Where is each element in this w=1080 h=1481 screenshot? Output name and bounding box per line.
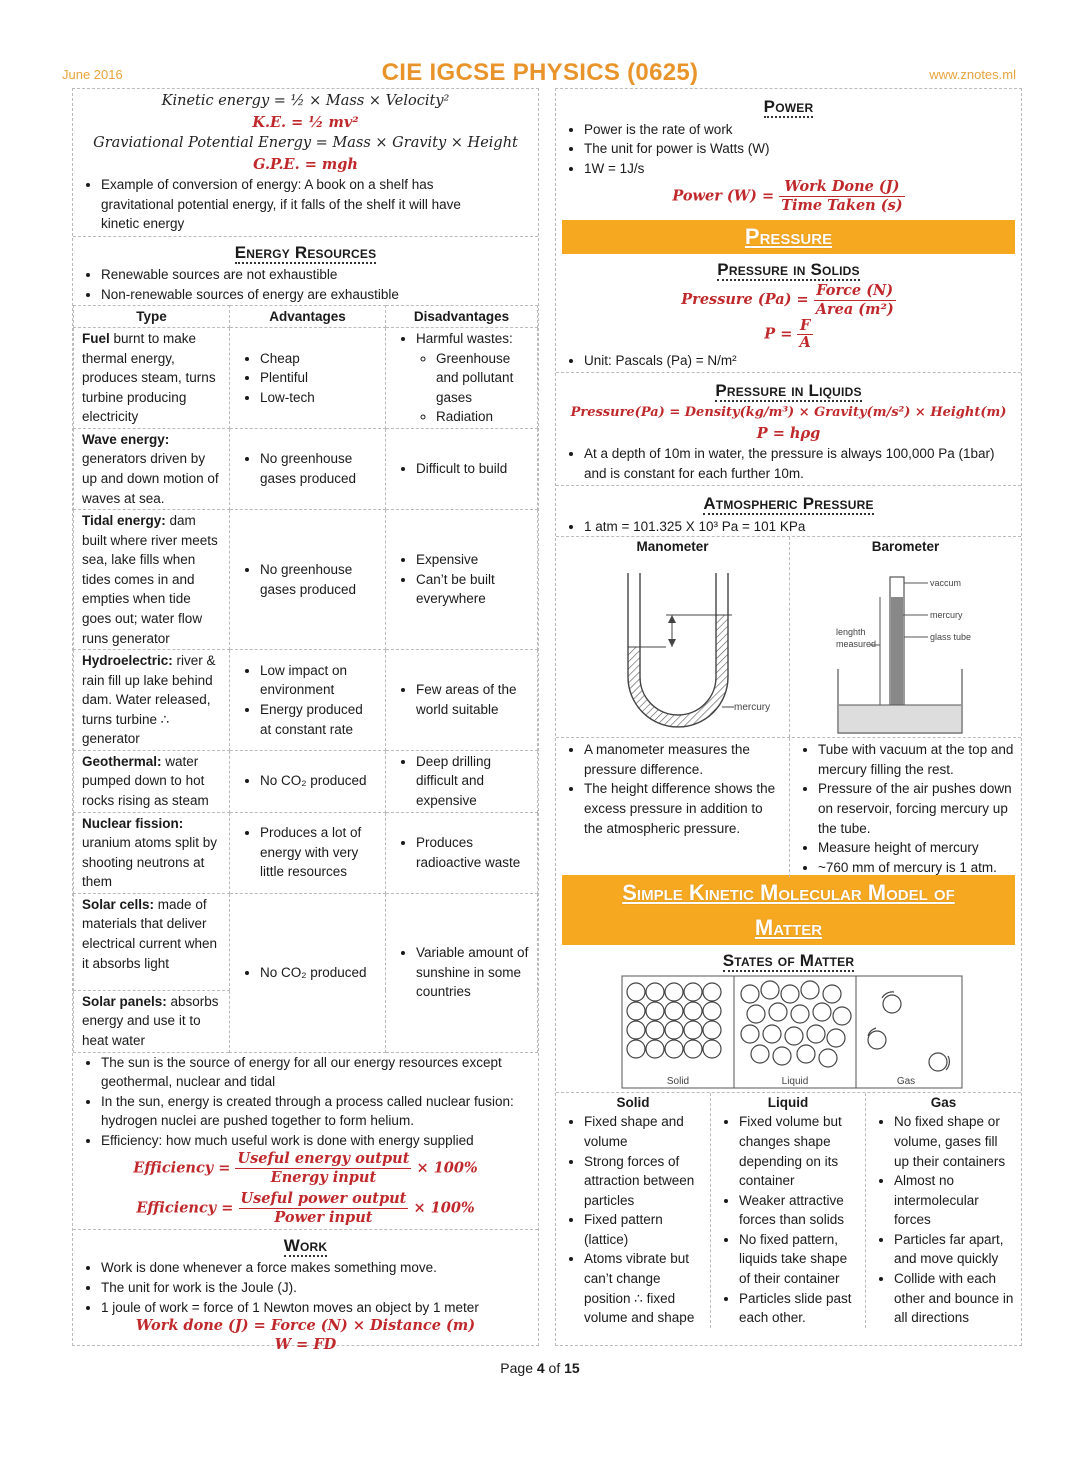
pressure-banner: Pressure	[562, 220, 1015, 254]
atm-conversion: • 1 atm = 101.325 X 10³ Pa = 101 KPa	[584, 517, 1015, 537]
barometer-point: • ~760 mm of mercury is 1 atm.	[818, 858, 1017, 878]
barometer-vacuum-label: vaccum	[930, 578, 962, 589]
work-point: • 1 joule of work = force of 1 Newton moves an object by 1 meter	[101, 1298, 532, 1318]
energy-resources-table	[73, 305, 538, 1053]
manometer-diagram	[556, 557, 790, 737]
manometer-point: • The height difference shows the excess pressure in addition to the atmospheric pressure.	[584, 779, 785, 838]
sun-source-note: • The sun is the source of energy for all our energy resources except geothermal, nuclear and tidal	[101, 1053, 526, 1092]
efficiency-energy-formula: Efficiency = $\frac{\text{Useful energy output}}{\text{Energy input}}$ × 100%	[133, 1150, 478, 1187]
conversion-example: • Example of conversion of energy: A book on a shelf has gravitational potential energy, if it falls of the shelf it will have kinetic energy	[101, 175, 502, 234]
table-header-disadvantages: Disadvantages	[386, 305, 538, 328]
kinetic-model-banner: Simple Kinetic Molecular Model of Matter	[562, 875, 1015, 945]
pressure-diagrams	[556, 536, 1021, 737]
table-row: Geothermal: water pumped down to hot rocks rising as steam • No CO₂ produced • Deep drilling difficult and expensive	[74, 750, 538, 812]
table-header-type: Type	[74, 305, 230, 328]
table-row: Hydroelectric: river & rain fill up lake behind dam. Water released, turns turbine ∴ generator • Low impact on environment • Energy produced at constant rate • Few areas of the world suitable	[74, 650, 538, 751]
table-row: Nuclear fission: uranium atoms split by shooting neutrons at them • Produces a lot of energy with very little resources • Produces radioactive waste	[74, 812, 538, 893]
table-header-advantages: Advantages	[230, 305, 386, 328]
sun-fusion-note: • In the sun, energy is created through a process called nuclear fusion: hydrogen nuclei are pushed together to form helium.	[101, 1092, 526, 1131]
states-of-matter-heading: States of Matter	[722, 951, 855, 971]
type-name: Solar panels:	[82, 993, 167, 1009]
atmospheric-pressure-heading: Atmospheric Pressure	[703, 494, 874, 514]
manometer-title: Manometer	[636, 539, 709, 555]
type-name: Nuclear fission:	[82, 815, 184, 831]
pressure-liquids-symbol-formula: P = hρg	[756, 424, 821, 442]
type-name: Tidal energy:	[82, 513, 166, 529]
solid-title: Solid	[616, 1094, 650, 1110]
power-point: • Power is the rate of work	[584, 120, 1015, 140]
power-heading: Power	[763, 97, 814, 116]
pressure-unit: • Unit: Pascals (Pa) = N/m²	[584, 351, 1015, 371]
pressure-liquids-heading: Pressure in Liquids	[715, 381, 862, 401]
states-comparison: Solid • Fixed shape and volume • Strong forces of attraction between particles • Fixed pattern (lattice) • Atoms vibrate but can’t change position ∴ fixed volume and shape Liquid • Fixed volume but changes shape depending on its container • Weaker attractive forces than solids • No fixed pattern, liquids take shape of their container • Particles slide past each other. Gas • No fixed shape or volume, gases fill up their containers • Almost no intermolecular forces • Particles far apart, and move quickly • Collide with each other and bounce in all directions	[556, 1092, 1021, 1328]
gpe-symbol-formula: G.P.E. = mgh	[253, 156, 358, 174]
table-row: Solar panels: absorbs energy and use it to heat water	[74, 990, 538, 1052]
ke-symbol-formula: K.E. = ½ mv²	[252, 114, 359, 132]
barometer-title: Barometer	[871, 539, 940, 555]
left-column	[72, 88, 539, 1353]
energy-resources-heading: Energy Resources	[234, 242, 377, 262]
work-symbol-formula: W = FD	[274, 1336, 337, 1353]
pressure-solids-formula: Pressure (Pa) = $\frac{\text{Force (N)}}{\text{Area (m²)}}$	[681, 282, 894, 318]
ke-word-formula: Kinetic energy = ½ × Mass × Velocity²	[161, 93, 450, 109]
diagram-label-liquid: Liquid	[781, 1075, 809, 1087]
power-point: • The unit for power is Watts (W)	[584, 139, 1015, 159]
efficiency-power-formula: Efficiency = $\frac{\text{Useful power output}}{\text{Power input}}$ × 100%	[136, 1189, 475, 1226]
page-title: CIE IGCSE PHYSICS (0625)	[381, 59, 699, 86]
power-point: • 1W = 1J/s	[584, 159, 1015, 179]
type-name: Wave energy:	[82, 431, 170, 447]
pressure-instrument-notes	[556, 737, 1021, 875]
work-point: • Work is done whenever a force makes something move.	[101, 1258, 532, 1278]
right-column	[555, 88, 1022, 1346]
diagram-label-solid: Solid	[666, 1075, 690, 1087]
work-word-formula: Work done (J) = Force (N) × Distance (m)	[135, 1317, 476, 1335]
table-row: Solar cells: made of materials that deliver electrical current when it absorbs light • No CO₂ produced • Variable amount of sunshine in some countries	[74, 893, 538, 990]
barometer-point: • Pressure of the air pushes down on reservoir, forcing mercury up the tube.	[818, 779, 1017, 838]
table-row: Wave energy: generators driven by up and down motion of waves at sea. • No greenhouse gases produced • Difficult to build	[74, 428, 538, 509]
gpe-word-formula: Graviational Potential Energy = Mass × Gravity × Height	[93, 135, 518, 152]
type-name: Solar cells:	[82, 896, 155, 912]
barometer-length-label: lenghth	[836, 627, 866, 638]
barometer-mercury-label: mercury	[930, 610, 963, 621]
table-row: Tidal energy: dam built where river meets sea, lake fills when tides comes in and empties when tide goes out; water flow runs generator • No greenhouse gases produced • Expensive • Can’t be built everywhere	[74, 510, 538, 650]
barometer-point: • Measure height of mercury	[818, 838, 1017, 858]
type-name: Hydroelectric:	[82, 653, 173, 669]
liquid-title: Liquid	[767, 1094, 809, 1110]
work-point: • The unit for work is the Joule (J).	[101, 1278, 532, 1298]
barometer-diagram	[790, 557, 1020, 737]
nonrenewable-note: • Non-renewable sources of energy are exhaustible	[101, 285, 532, 305]
states-of-matter-diagram	[556, 974, 1021, 1092]
efficiency-definition: • Efficiency: how much useful work is done with energy supplied	[101, 1131, 526, 1151]
liquids-depth-note: • At a depth of 10m in water, the pressure is always 100,000 Pa (1bar) and is constant for each further 10m.	[584, 444, 1003, 483]
table-row: Fuel burnt to make thermal energy, produces steam, turns turbine producing electricity • Cheap • Plentiful • Low-tech • Harmful wastes: ◦ Greenhouse and pollutant gases ◦ Radiation	[74, 328, 538, 429]
gas-title: Gas	[930, 1094, 957, 1110]
diagram-label-gas: Gas	[896, 1075, 916, 1087]
renewable-note: • Renewable sources are not exhaustible	[101, 265, 532, 285]
header-date: June 2016	[62, 67, 123, 82]
barometer-glass-label: glass tube	[930, 632, 972, 643]
power-formula: Power (W) = $\frac{\text{Work Done (J)}}{\text{Time Taken (s)}}$	[672, 178, 903, 215]
manometer-point: • A manometer measures the pressure difference.	[584, 740, 785, 779]
pressure-liquids-formula: Pressure(Pa) = Density(kg/m³) × Gravity(m/s²) × Height(m)	[570, 405, 1007, 421]
header-url[interactable]: www.znotes.ml	[929, 67, 1016, 82]
manometer-mercury-label: mercury	[734, 702, 771, 714]
page-number: Page 4 of 15	[500, 1360, 580, 1376]
pressure-solids-heading: Pressure in Solids	[717, 259, 860, 279]
work-heading: Work	[283, 1235, 328, 1255]
type-name: Fuel	[82, 331, 110, 347]
pressure-solids-symbol-formula: P = $\frac{F}{A}$	[764, 317, 811, 351]
type-name: Geothermal:	[82, 753, 162, 769]
barometer-point: • Tube with vacuum at the top and mercury filling the rest.	[818, 740, 1017, 779]
barometer-measured-label: measured	[836, 639, 877, 650]
